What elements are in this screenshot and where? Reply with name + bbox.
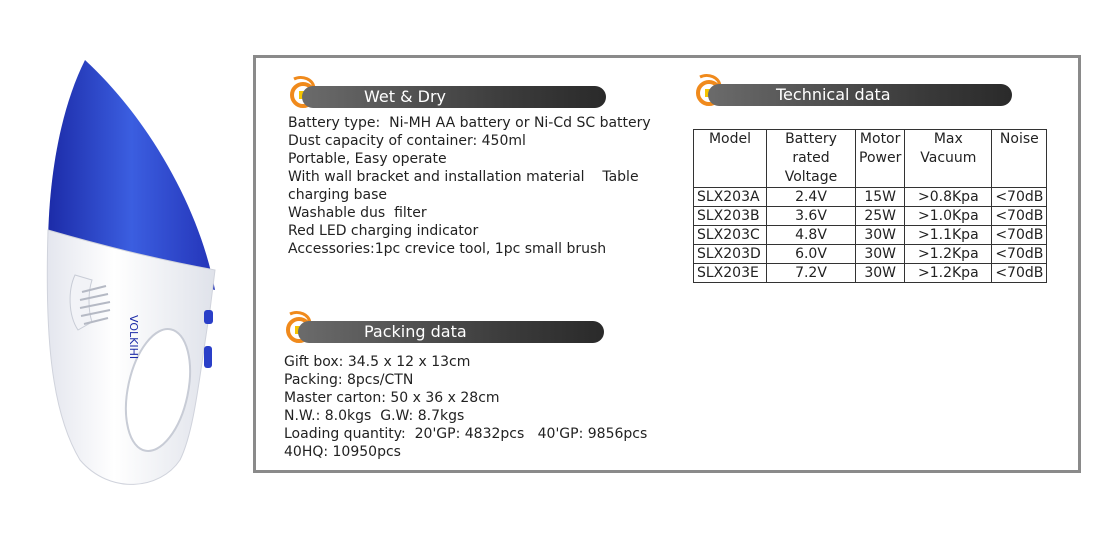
table-cell: 3.6V xyxy=(767,207,856,226)
table-cell: 6.0V xyxy=(767,245,856,264)
packing-line: 40HQ: 10950pcs xyxy=(284,444,401,460)
table-cell: >1.0Kpa xyxy=(905,207,992,226)
table-cell: SLX203E xyxy=(694,264,767,283)
column-header: Motor Power xyxy=(856,130,905,188)
table-cell: >1.2Kpa xyxy=(905,245,992,264)
table-row xyxy=(694,207,1047,226)
wet-dry-line: Washable dus filter xyxy=(288,205,427,221)
table-row xyxy=(694,188,1047,207)
table-cell: 30W xyxy=(856,245,905,264)
table-row xyxy=(694,226,1047,245)
technical-header xyxy=(694,81,1014,107)
packing-line: Gift box: 34.5 x 12 x 13cm xyxy=(284,354,471,370)
wet-dry-bar xyxy=(302,86,606,108)
table-cell: SLX203A xyxy=(694,188,767,207)
wet-dry-header xyxy=(288,83,608,109)
table-row xyxy=(694,264,1047,283)
packing-line: Loading quantity: 20'GP: 4832pcs 40'GP: 9856pcs xyxy=(284,426,648,442)
wet-dry-line: Portable, Easy operate xyxy=(288,151,447,167)
brand-text: VOLKIHI xyxy=(127,315,140,360)
wet-dry-line: charging base xyxy=(288,187,388,203)
spec-panel xyxy=(253,55,1081,473)
table-cell: >1.1Kpa xyxy=(905,226,992,245)
table-cell: SLX203B xyxy=(694,207,767,226)
table-cell: 30W xyxy=(856,264,905,283)
packing-line: N.W.: 8.0kgs G.W: 8.7kgs xyxy=(284,408,465,424)
packing-header xyxy=(284,318,614,344)
wet-dry-line: Battery type: Ni-MH AA battery or Ni-Cd SC battery xyxy=(288,115,651,131)
column-header: Model xyxy=(694,130,767,188)
table-cell: <70dB xyxy=(992,188,1047,207)
table-cell: 30W xyxy=(856,226,905,245)
product-image xyxy=(30,30,230,530)
technical-table xyxy=(693,129,1047,283)
packing-details xyxy=(284,353,684,461)
table-cell: 4.8V xyxy=(767,226,856,245)
table-cell: SLX203C xyxy=(694,226,767,245)
table-cell: <70dB xyxy=(992,207,1047,226)
table-cell: 15W xyxy=(856,188,905,207)
wet-dry-line: Red LED charging indicator xyxy=(288,223,479,239)
wet-dry-line: Dust capacity of container: 450ml xyxy=(288,133,526,149)
packing-title: Packing data xyxy=(364,322,467,341)
table-cell: <70dB xyxy=(992,245,1047,264)
technical-title: Technical data xyxy=(776,85,891,104)
table-cell: >0.8Kpa xyxy=(905,188,992,207)
table-header-row xyxy=(694,130,1047,188)
wet-dry-line: With wall bracket and installation material Table xyxy=(288,169,639,185)
table-cell: <70dB xyxy=(992,226,1047,245)
table-cell: SLX203D xyxy=(694,245,767,264)
table-cell: <70dB xyxy=(992,264,1047,283)
column-header: Battery rated Voltage xyxy=(767,130,856,188)
column-header: Noise xyxy=(992,130,1047,188)
table-cell: 7.2V xyxy=(767,264,856,283)
packing-line: Packing: 8pcs/CTN xyxy=(284,372,414,388)
column-header: Max Vacuum xyxy=(905,130,992,188)
wet-dry-line: Accessories:1pc crevice tool, 1pc small brush xyxy=(288,241,607,257)
packing-line: Master carton: 50 x 36 x 28cm xyxy=(284,390,500,406)
wet-dry-title: Wet & Dry xyxy=(364,87,447,106)
table-cell: >1.2Kpa xyxy=(905,264,992,283)
table-cell: 2.4V xyxy=(767,188,856,207)
table-row xyxy=(694,245,1047,264)
wet-dry-details xyxy=(288,114,668,258)
table-cell: 25W xyxy=(856,207,905,226)
